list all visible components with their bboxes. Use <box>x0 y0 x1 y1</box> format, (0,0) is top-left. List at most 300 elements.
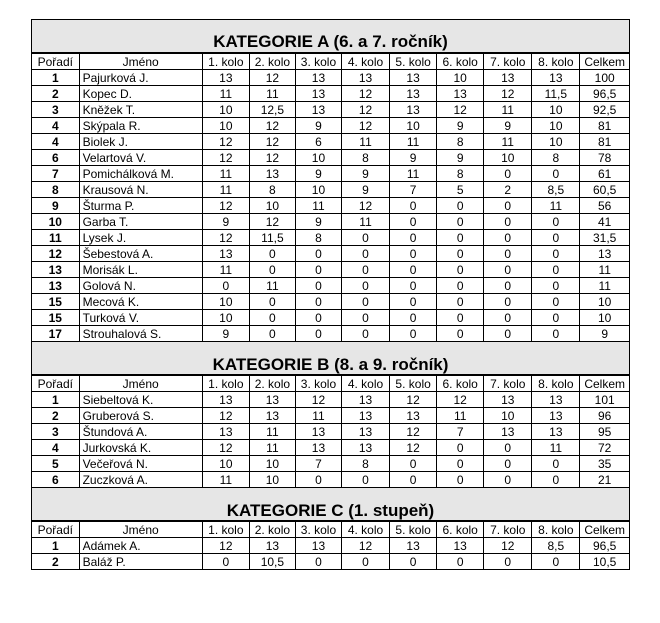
score-cell: 6 <box>295 134 341 150</box>
score-cell: 13 <box>341 408 389 424</box>
score-cell: 0 <box>202 554 249 570</box>
score-cell: 10,5 <box>249 554 295 570</box>
score-cell: 13 <box>295 86 341 102</box>
score-cell: 10 <box>390 118 437 134</box>
score-cell: 10 <box>202 294 249 310</box>
results-sheet <box>31 19 630 570</box>
total-cell: 101 <box>580 392 629 408</box>
score-cell: 12 <box>249 134 295 150</box>
rank-cell: 13 <box>32 278 79 294</box>
score-cell: 12 <box>484 538 532 554</box>
header-row <box>32 522 629 538</box>
score-cell: 12 <box>202 198 249 214</box>
score-cell: 11 <box>295 198 341 214</box>
score-cell: 0 <box>295 472 341 488</box>
total-cell: 96,5 <box>580 538 629 554</box>
score-cell: 0 <box>532 310 580 326</box>
total-cell: 96 <box>580 408 629 424</box>
score-cell: 0 <box>341 262 389 278</box>
score-cell: 0 <box>390 310 437 326</box>
total-cell: 81 <box>580 134 629 150</box>
score-cell: 12 <box>202 134 249 150</box>
total-cell: 78 <box>580 150 629 166</box>
name-cell: Lysek J. <box>79 230 202 246</box>
rank-cell: 1 <box>32 70 79 86</box>
score-cell: 13 <box>249 408 295 424</box>
name-cell: Štundová A. <box>79 424 202 440</box>
name-cell: Pajurková J. <box>79 70 202 86</box>
score-cell: 11 <box>249 86 295 102</box>
score-cell: 0 <box>484 326 532 342</box>
score-cell: 8 <box>295 230 341 246</box>
table-row <box>32 278 629 294</box>
score-cell: 0 <box>484 554 532 570</box>
score-cell: 0 <box>249 326 295 342</box>
table-row <box>32 294 629 310</box>
table-row <box>32 262 629 278</box>
table-row <box>32 214 629 230</box>
score-cell: 11,5 <box>532 86 580 102</box>
round-header: 6. kolo <box>437 54 484 70</box>
name-cell: Jurkovská K. <box>79 440 202 456</box>
rank-cell: 2 <box>32 554 79 570</box>
results-table <box>32 521 629 569</box>
score-cell: 0 <box>484 166 532 182</box>
round-header: 1. kolo <box>202 376 249 392</box>
table-row <box>32 326 629 342</box>
name-cell: Biolek J. <box>79 134 202 150</box>
score-cell: 11 <box>202 262 249 278</box>
name-cell: Strouhalová S. <box>79 326 202 342</box>
name-cell: Gruberová S. <box>79 408 202 424</box>
score-cell: 12 <box>341 118 389 134</box>
score-cell: 8 <box>341 456 389 472</box>
score-cell: 13 <box>202 392 249 408</box>
score-cell: 0 <box>532 246 580 262</box>
score-cell: 13 <box>341 424 389 440</box>
score-cell: 12 <box>390 440 437 456</box>
score-cell: 0 <box>484 440 532 456</box>
score-cell: 13 <box>437 538 484 554</box>
rank-cell: 8 <box>32 182 79 198</box>
round-header: 4. kolo <box>341 376 389 392</box>
total-cell: 92,5 <box>580 102 629 118</box>
score-cell: 11 <box>202 472 249 488</box>
name-cell: Turková V. <box>79 310 202 326</box>
rank-cell: 10 <box>32 214 79 230</box>
round-header: 5. kolo <box>390 54 437 70</box>
score-cell: 10 <box>295 150 341 166</box>
score-cell: 7 <box>295 456 341 472</box>
name-cell: Siebeltová K. <box>79 392 202 408</box>
rank-cell: 6 <box>32 472 79 488</box>
name-cell: Skýpala R. <box>79 118 202 134</box>
total-cell: 13 <box>580 246 629 262</box>
round-header: 2. kolo <box>249 54 295 70</box>
name-header: Jméno <box>79 522 202 538</box>
score-cell: 8 <box>341 150 389 166</box>
score-cell: 13 <box>295 70 341 86</box>
score-cell: 9 <box>202 214 249 230</box>
rank-cell: 2 <box>32 86 79 102</box>
score-cell: 11 <box>295 408 341 424</box>
score-cell: 11 <box>249 440 295 456</box>
total-cell: 61 <box>580 166 629 182</box>
score-cell: 0 <box>532 278 580 294</box>
name-cell: Kopec D. <box>79 86 202 102</box>
total-cell: 100 <box>580 70 629 86</box>
score-cell: 11 <box>390 166 437 182</box>
score-cell: 10 <box>249 456 295 472</box>
name-cell: Kněžek T. <box>79 102 202 118</box>
score-cell: 13 <box>202 424 249 440</box>
rank-cell: 15 <box>32 294 79 310</box>
category-title: KATEGORIE B (8. a 9. ročník) <box>32 341 629 375</box>
round-header: 4. kolo <box>341 522 389 538</box>
score-cell: 12 <box>437 392 484 408</box>
score-cell: 0 <box>341 554 389 570</box>
score-cell: 0 <box>484 310 532 326</box>
round-header: 1. kolo <box>202 522 249 538</box>
score-cell: 0 <box>532 326 580 342</box>
score-cell: 13 <box>202 246 249 262</box>
score-cell: 13 <box>249 166 295 182</box>
total-header: Celkem <box>580 376 629 392</box>
round-header: 8. kolo <box>532 522 580 538</box>
table-row <box>32 472 629 488</box>
rank-cell: 6 <box>32 150 79 166</box>
category-title: KATEGORIE A (6. a 7. ročník) <box>32 20 629 53</box>
header-row <box>32 54 629 70</box>
score-cell: 12 <box>295 392 341 408</box>
rank-header: Pořadí <box>32 522 79 538</box>
score-cell: 11 <box>484 134 532 150</box>
score-cell: 13 <box>249 392 295 408</box>
round-header: 4. kolo <box>341 54 389 70</box>
rank-cell: 1 <box>32 538 79 554</box>
score-cell: 0 <box>532 214 580 230</box>
round-header: 7. kolo <box>484 522 532 538</box>
score-cell: 8 <box>532 150 580 166</box>
score-cell: 0 <box>437 472 484 488</box>
score-cell: 0 <box>202 278 249 294</box>
round-header: 1. kolo <box>202 54 249 70</box>
score-cell: 12 <box>202 440 249 456</box>
score-cell: 10 <box>202 456 249 472</box>
score-cell: 13 <box>484 392 532 408</box>
score-cell: 13 <box>437 86 484 102</box>
score-cell: 0 <box>295 262 341 278</box>
rank-cell: 15 <box>32 310 79 326</box>
table-row <box>32 230 629 246</box>
score-cell: 11 <box>249 278 295 294</box>
score-cell: 10 <box>484 150 532 166</box>
score-cell: 13 <box>249 538 295 554</box>
score-cell: 0 <box>390 554 437 570</box>
score-cell: 0 <box>437 214 484 230</box>
score-cell: 12 <box>202 150 249 166</box>
score-cell: 11 <box>202 166 249 182</box>
score-cell: 0 <box>484 472 532 488</box>
rank-cell: 11 <box>32 230 79 246</box>
score-cell: 0 <box>249 246 295 262</box>
score-cell: 0 <box>437 310 484 326</box>
score-cell: 12 <box>249 70 295 86</box>
score-cell: 0 <box>295 554 341 570</box>
round-header: 8. kolo <box>532 54 580 70</box>
score-cell: 11 <box>532 198 580 214</box>
name-header: Jméno <box>79 376 202 392</box>
rank-cell: 4 <box>32 134 79 150</box>
score-cell: 8 <box>437 166 484 182</box>
score-cell: 13 <box>390 538 437 554</box>
score-cell: 10 <box>202 102 249 118</box>
score-cell: 10 <box>295 182 341 198</box>
score-cell: 0 <box>437 278 484 294</box>
score-cell: 10 <box>484 408 532 424</box>
score-cell: 0 <box>390 278 437 294</box>
score-cell: 0 <box>390 472 437 488</box>
score-cell: 8,5 <box>532 182 580 198</box>
name-cell: Morisák L. <box>79 262 202 278</box>
score-cell: 11,5 <box>249 230 295 246</box>
header-row <box>32 376 629 392</box>
rank-cell: 3 <box>32 424 79 440</box>
score-cell: 13 <box>341 440 389 456</box>
round-header: 7. kolo <box>484 54 532 70</box>
score-cell: 9 <box>390 150 437 166</box>
score-cell: 0 <box>437 246 484 262</box>
name-cell: Baláž P. <box>79 554 202 570</box>
name-cell: Adámek A. <box>79 538 202 554</box>
score-cell: 11 <box>532 440 580 456</box>
total-cell: 10,5 <box>580 554 629 570</box>
total-cell: 31,5 <box>580 230 629 246</box>
table-row <box>32 150 629 166</box>
score-cell: 0 <box>437 198 484 214</box>
total-cell: 11 <box>580 278 629 294</box>
score-cell: 0 <box>437 456 484 472</box>
total-header: Celkem <box>580 522 629 538</box>
name-cell: Zuczková A. <box>79 472 202 488</box>
score-cell: 12 <box>202 538 249 554</box>
table-row <box>32 166 629 182</box>
table-row <box>32 440 629 456</box>
score-cell: 0 <box>341 326 389 342</box>
score-cell: 8 <box>437 134 484 150</box>
score-cell: 8 <box>249 182 295 198</box>
table-row <box>32 86 629 102</box>
rank-cell: 17 <box>32 326 79 342</box>
score-cell: 0 <box>390 262 437 278</box>
total-cell: 11 <box>580 262 629 278</box>
table-row <box>32 246 629 262</box>
score-cell: 12 <box>341 102 389 118</box>
round-header: 7. kolo <box>484 376 532 392</box>
table-row <box>32 408 629 424</box>
round-header: 5. kolo <box>390 522 437 538</box>
score-cell: 0 <box>484 456 532 472</box>
score-cell: 0 <box>532 230 580 246</box>
score-cell: 9 <box>295 118 341 134</box>
score-cell: 11 <box>484 102 532 118</box>
score-cell: 12 <box>249 118 295 134</box>
table-row <box>32 102 629 118</box>
name-cell: Šebestová A. <box>79 246 202 262</box>
score-cell: 9 <box>437 150 484 166</box>
round-header: 3. kolo <box>295 54 341 70</box>
score-cell: 9 <box>341 166 389 182</box>
score-cell: 13 <box>341 392 389 408</box>
score-cell: 0 <box>437 230 484 246</box>
score-cell: 11 <box>341 214 389 230</box>
rank-cell: 9 <box>32 198 79 214</box>
score-cell: 0 <box>437 554 484 570</box>
score-cell: 5 <box>437 182 484 198</box>
score-cell: 13 <box>390 70 437 86</box>
total-cell: 9 <box>580 326 629 342</box>
score-cell: 11 <box>341 134 389 150</box>
score-cell: 0 <box>295 326 341 342</box>
score-cell: 0 <box>390 326 437 342</box>
score-cell: 12 <box>437 102 484 118</box>
total-cell: 41 <box>580 214 629 230</box>
score-cell: 0 <box>295 310 341 326</box>
score-cell: 0 <box>295 294 341 310</box>
score-cell: 0 <box>249 262 295 278</box>
score-cell: 10 <box>532 118 580 134</box>
score-cell: 12,5 <box>249 102 295 118</box>
total-header: Celkem <box>580 54 629 70</box>
table-row <box>32 198 629 214</box>
score-cell: 10 <box>437 70 484 86</box>
name-cell: Velartová V. <box>79 150 202 166</box>
total-cell: 72 <box>580 440 629 456</box>
results-table <box>32 375 629 487</box>
score-cell: 12 <box>202 230 249 246</box>
score-cell: 0 <box>341 246 389 262</box>
score-cell: 13 <box>295 440 341 456</box>
score-cell: 0 <box>390 198 437 214</box>
name-cell: Krausová N. <box>79 182 202 198</box>
score-cell: 10 <box>249 198 295 214</box>
score-cell: 13 <box>532 424 580 440</box>
score-cell: 0 <box>341 278 389 294</box>
results-table <box>32 53 629 341</box>
score-cell: 0 <box>484 278 532 294</box>
rank-header: Pořadí <box>32 54 79 70</box>
score-cell: 0 <box>484 246 532 262</box>
score-cell: 0 <box>390 214 437 230</box>
round-header: 2. kolo <box>249 522 295 538</box>
total-cell: 96,5 <box>580 86 629 102</box>
score-cell: 9 <box>437 118 484 134</box>
table-row <box>32 182 629 198</box>
round-header: 6. kolo <box>437 376 484 392</box>
score-cell: 10 <box>249 472 295 488</box>
score-cell: 0 <box>390 456 437 472</box>
rank-cell: 1 <box>32 392 79 408</box>
score-cell: 0 <box>437 440 484 456</box>
score-cell: 11 <box>202 86 249 102</box>
score-cell: 12 <box>341 538 389 554</box>
score-cell: 13 <box>295 538 341 554</box>
score-cell: 13 <box>532 408 580 424</box>
score-cell: 0 <box>532 554 580 570</box>
rank-cell: 5 <box>32 456 79 472</box>
score-cell: 11 <box>390 134 437 150</box>
score-cell: 13 <box>484 70 532 86</box>
total-cell: 95 <box>580 424 629 440</box>
name-cell: Šturma P. <box>79 198 202 214</box>
score-cell: 12 <box>390 392 437 408</box>
name-cell: Garba T. <box>79 214 202 230</box>
round-header: 2. kolo <box>249 376 295 392</box>
table-row <box>32 70 629 86</box>
table-row <box>32 310 629 326</box>
score-cell: 9 <box>484 118 532 134</box>
total-cell: 81 <box>580 118 629 134</box>
score-cell: 0 <box>532 456 580 472</box>
round-header: 3. kolo <box>295 522 341 538</box>
round-header: 8. kolo <box>532 376 580 392</box>
score-cell: 9 <box>295 214 341 230</box>
score-cell: 11 <box>249 424 295 440</box>
score-cell: 12 <box>249 214 295 230</box>
score-cell: 13 <box>532 70 580 86</box>
score-cell: 13 <box>295 424 341 440</box>
score-cell: 0 <box>295 278 341 294</box>
total-cell: 21 <box>580 472 629 488</box>
score-cell: 13 <box>341 70 389 86</box>
rank-cell: 12 <box>32 246 79 262</box>
total-cell: 10 <box>580 294 629 310</box>
round-header: 3. kolo <box>295 376 341 392</box>
score-cell: 7 <box>437 424 484 440</box>
score-cell: 0 <box>484 294 532 310</box>
score-cell: 10 <box>532 102 580 118</box>
score-cell: 0 <box>532 294 580 310</box>
rank-cell: 7 <box>32 166 79 182</box>
score-cell: 0 <box>437 294 484 310</box>
score-cell: 12 <box>390 424 437 440</box>
score-cell: 13 <box>295 102 341 118</box>
score-cell: 0 <box>390 230 437 246</box>
rank-cell: 2 <box>32 408 79 424</box>
score-cell: 10 <box>202 310 249 326</box>
score-cell: 0 <box>249 310 295 326</box>
score-cell: 0 <box>532 472 580 488</box>
table-row <box>32 456 629 472</box>
round-header: 5. kolo <box>390 376 437 392</box>
table-row <box>32 118 629 134</box>
total-cell: 60,5 <box>580 182 629 198</box>
score-cell: 13 <box>484 424 532 440</box>
score-cell: 12 <box>249 150 295 166</box>
score-cell: 11 <box>202 182 249 198</box>
score-cell: 13 <box>390 86 437 102</box>
score-cell: 9 <box>202 326 249 342</box>
score-cell: 0 <box>341 310 389 326</box>
category-title: KATEGORIE C (1. stupeň) <box>32 487 629 521</box>
score-cell: 0 <box>437 326 484 342</box>
score-cell: 0 <box>390 246 437 262</box>
rank-cell: 13 <box>32 262 79 278</box>
rank-cell: 3 <box>32 102 79 118</box>
score-cell: 13 <box>202 70 249 86</box>
score-cell: 8,5 <box>532 538 580 554</box>
score-cell: 2 <box>484 182 532 198</box>
